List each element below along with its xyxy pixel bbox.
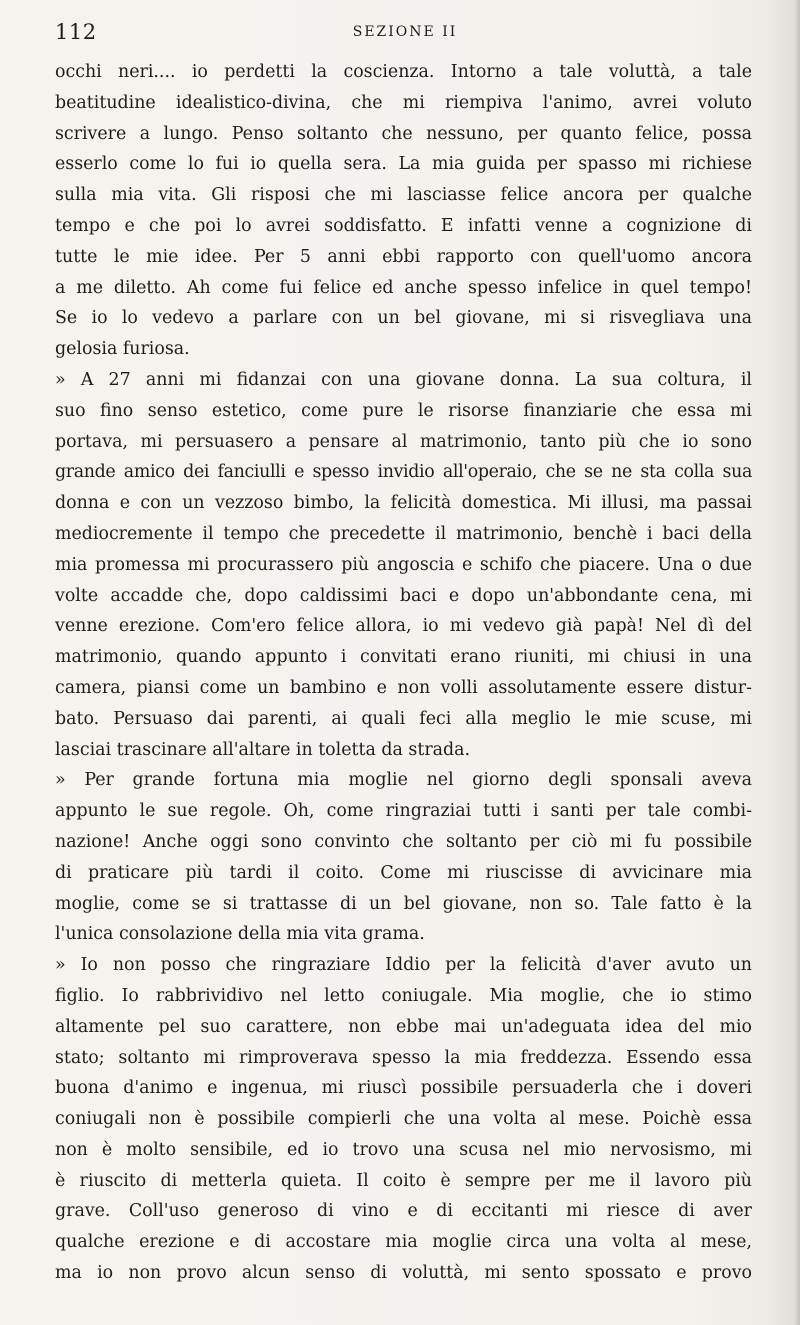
text-line: grave. Coll'uso generoso di vino e di eccitanti mi riesce di aver xyxy=(55,1201,752,1222)
text-line: di praticare più tardi il coito. Come mi riuscisse di avvicinare mia xyxy=(55,862,752,883)
page-header xyxy=(55,20,755,50)
text-line: non è molto sensibile, ed io trovo una scusa nel mio nervosismo, mi xyxy=(55,1139,752,1160)
text-line: è riuscito di metterla quieta. Il coito è sempre per me il lavoro più xyxy=(55,1170,752,1191)
text-line: stato; soltanto mi rimproverava spesso la mia freddezza. Essendo essa xyxy=(55,1047,752,1068)
text-line: l'unica consolazione della mia vita grama. xyxy=(55,924,425,945)
text-line: matrimonio, quando appunto i convitati erano riuniti, mi chiusi in una xyxy=(55,647,752,668)
text-line: suo fino senso estetico, come pure le risorse finanziarie che essa mi xyxy=(55,400,752,421)
text-line: Se io lo vedevo a parlare con un bel giovane, mi si risvegliava una xyxy=(55,308,752,329)
text-line: occhi neri.... io perdetti la coscienza. Intorno a tale voluttà, a tale xyxy=(55,62,752,82)
running-head: SEZIONE II xyxy=(352,24,458,40)
text-line: venne erezione. Com'ero felice allora, io mi vedevo già papà! Nel dì del xyxy=(55,616,752,637)
text-line: » A 27 anni mi fidanzai con una giovane donna. La sua coltura, il xyxy=(55,369,752,390)
text-line: a me diletto. Ah come fui felice ed anche spesso infelice in quel tempo! xyxy=(55,277,752,298)
text-line: portava, mi persuasero a pensare al matrimonio, tanto più che io sono xyxy=(55,431,752,452)
text-line: nazione! Anche oggi sono convinto che soltanto per ciò mi fu possibile xyxy=(55,831,752,852)
text-line: ma io non provo alcun senso di voluttà, mi sento spossato e provo xyxy=(55,1263,752,1284)
text-line: » Per grande fortuna mia moglie nel giorno degli sponsali aveva xyxy=(55,770,752,791)
text-line: figlio. Io rabbrividivo nel letto coniugale. Mia moglie, che io stimo xyxy=(55,985,752,1006)
text-line: coniugali non è possibile compierli che una volta al mese. Poichè essa xyxy=(55,1109,752,1130)
text-line: gelosia furiosa. xyxy=(55,339,190,360)
text-line: appunto le sue regole. Oh, come ringraziai tutti i santi per tale combi- xyxy=(55,801,752,822)
text-line: tempo e che poi lo avrei soddisfatto. E infatti venne a cognizione di xyxy=(55,215,752,236)
text-line: donna e con un vezzoso bimbo, la felicità domestica. Mi illusi, ma passai xyxy=(55,493,752,514)
text-line: bato. Persuaso dai parenti, ai quali feci alla meglio le mie scuse, mi xyxy=(55,708,752,729)
body-text xyxy=(55,57,752,1289)
text-line: mediocremente il tempo che precedette il matrimonio, benchè i baci della xyxy=(55,523,752,544)
page-edge-shadow xyxy=(794,0,800,1325)
text-line: sulla mia vita. Gli risposi che mi lasciasse felice ancora per qualche xyxy=(55,185,752,206)
text-line: volte accadde che, dopo caldissimi baci e dopo un'abbondante cena, mi xyxy=(55,585,752,606)
text-line: lasciai trascinare all'altare in toletta da strada. xyxy=(55,739,471,760)
page-number: 112 xyxy=(55,20,97,44)
text-line: buona d'animo e ingenua, mi riuscì possibile persuaderla che i doveri xyxy=(55,1078,752,1099)
text-line: » Io non posso che ringraziare Iddio per la felicità d'aver avuto un xyxy=(55,955,752,976)
text-line: beatitudine idealistico-divina, che mi riempiva l'animo, avrei voluto xyxy=(55,92,752,113)
text-line: altamente pel suo carattere, non ebbe mai un'adeguata idea del mio xyxy=(55,1016,752,1037)
text-line: esserlo come lo fui io quella sera. La mia guida per spasso mi richiese xyxy=(55,154,752,175)
text-line: camera, piansi come un bambino e non volli assolutamente essere distur- xyxy=(55,677,752,698)
text-line: qualche erezione e di accostare mia moglie circa una volta al mese, xyxy=(55,1232,752,1253)
text-line: scrivere a lungo. Penso soltanto che nessuno, per quanto felice, possa xyxy=(55,123,752,144)
text-line: grande amico dei fanciulli e spesso invidio all'operaio, che se ne sta colla sua xyxy=(55,462,752,483)
text-line: tutte le mie idee. Per 5 anni ebbi rapporto con quell'uomo ancora xyxy=(55,246,752,267)
text-line: moglie, come se si trattasse di un bel giovane, non so. Tale fatto è la xyxy=(55,893,752,914)
text-line: mia promessa mi procurassero più angoscia e schifo che piacere. Una o due xyxy=(55,554,752,575)
